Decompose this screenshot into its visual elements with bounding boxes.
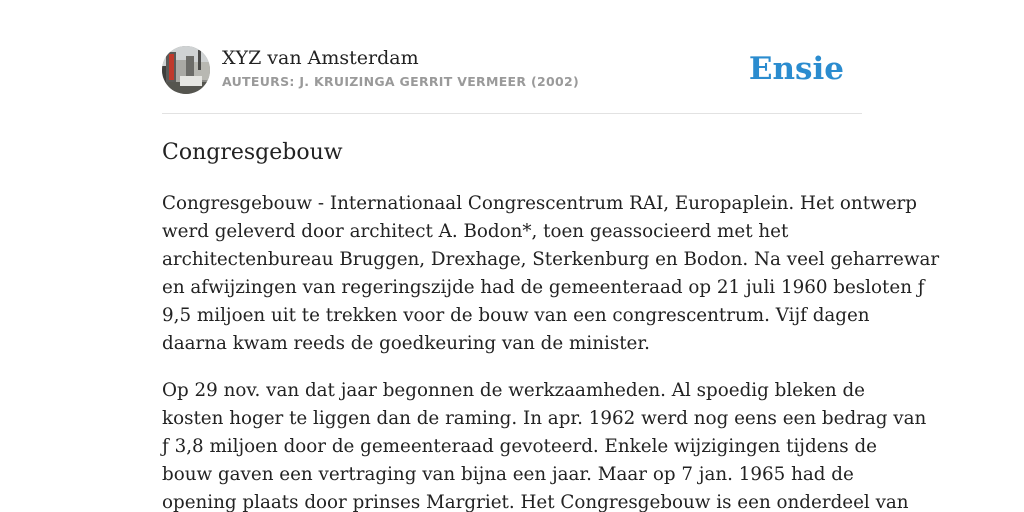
book-authors: AUTEURS: J. KRUIZINGA GERRIT VERMEER (2002)	[222, 74, 579, 89]
text-line: en afwijzingen van regeringszijde had de gemeenteraad op 21 juli 1960 besloten ƒ	[162, 277, 925, 298]
text-line: ƒ 3,8 miljoen door de gemeenteraad gevoteerd. Enkele wijzigingen tijdens de	[162, 436, 877, 457]
book-title[interactable]: XYZ van Amsterdam	[222, 47, 419, 69]
header-divider	[162, 113, 862, 114]
entry-paragraph	[162, 190, 940, 358]
entry-paragraph	[162, 377, 927, 512]
text-line: werd geleverd door architect A. Bodon*, toen geassocieerd met het	[162, 221, 789, 242]
text-line: Congresgebouw - Internationaal Congrescentrum RAI, Europaplein. Het ontwerp	[162, 193, 917, 214]
text-line: Op 29 nov. van dat jaar begonnen de werkzaamheden. Al spoedig bleken de	[162, 380, 865, 401]
text-line: opening plaats door prinses Margriet. Het Congresgebouw is een onderdeel van	[162, 492, 909, 512]
text-line: daarna kwam reeds de goedkeuring van de minister.	[162, 333, 650, 354]
book-header	[162, 46, 862, 96]
text-line: architectenbureau Bruggen, Drexhage, Sterkenburg en Bodon. Na veel geharrewar	[162, 249, 940, 270]
ensie-logo[interactable]: Ensie	[748, 51, 844, 87]
text-line: bouw gaven een vertraging van bijna een jaar. Maar op 7 jan. 1965 had de	[162, 464, 854, 485]
entry-title: Congresgebouw	[162, 140, 343, 165]
book-cover-image	[162, 46, 210, 94]
text-line: kosten hoger te liggen dan de raming. In apr. 1962 werd nog eens een bedrag van	[162, 408, 927, 429]
text-line: 9,5 miljoen uit te trekken voor de bouw van een congrescentrum. Vijf dagen	[162, 305, 870, 326]
book-cover-avatar[interactable]	[162, 46, 210, 94]
entry-body	[162, 190, 940, 512]
